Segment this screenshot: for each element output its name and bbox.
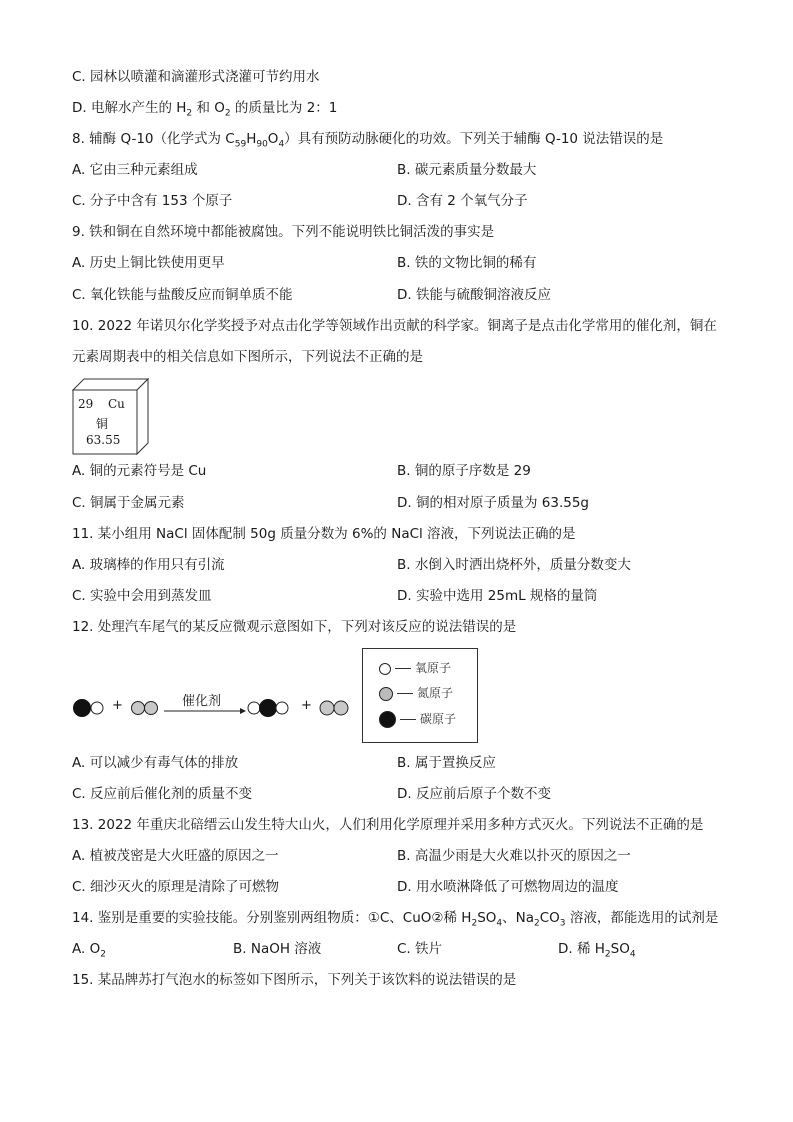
q8-option-b: B. 碳元素质量分数最大 <box>397 162 537 178</box>
q10-stem-line1: 10. 2022 年诺贝尔化学奖授予对点击化学等领域作出贡献的科学家。铜离子是点击化学常用的催化剂，铜在 <box>72 318 717 334</box>
q9-option-d: D. 铁能与硫酸铜溶液反应 <box>397 287 551 303</box>
q14-option-c: C. 铁片 <box>397 941 443 957</box>
q10-option-c: C. 铜属于金属元素 <box>72 495 185 511</box>
element-symbol: Cu <box>108 397 125 411</box>
nitrogen-atom <box>145 702 158 715</box>
q14-option-b: B. NaOH 溶液 <box>233 941 322 957</box>
oxygen-atom <box>248 702 260 714</box>
legend-nitrogen: 氮原子 <box>379 684 453 701</box>
carbon-atom <box>260 700 277 717</box>
q13-option-c: C. 细沙灭火的原理是清除了可燃物 <box>72 879 280 895</box>
q11-option-b: B. 水倒入时洒出烧杯外，质量分数变大 <box>397 557 631 573</box>
nitrogen-atom <box>132 702 145 715</box>
q13-option-a: A. 植被茂密是大火旺盛的原因之一 <box>72 848 279 864</box>
catalyst-label: 催化剂 <box>182 694 222 709</box>
q9-option-b: B. 铁的文物比铜的稀有 <box>397 255 537 271</box>
q7-option-d: D. 电解水产生的 $H_2$ 和 $O_2$ 的质量比为 2：1 <box>72 100 338 119</box>
q12-option-c: C. 反应前后催化剂的质量不变 <box>72 786 253 802</box>
periodic-table-cell <box>72 378 150 456</box>
q10-option-d: D. 铜的相对原子质量为 63.55g <box>397 495 589 511</box>
arrow-head <box>240 708 246 714</box>
carbon-atom-icon <box>379 711 396 728</box>
q9-stem: 9. 铁和铜在自然环境中都能被腐蚀。下列不能说明铁比铜活泼的事实是 <box>72 224 495 240</box>
q12-option-d: D. 反应前后原子个数不变 <box>397 786 551 802</box>
q10-option-b: B. 铜的原子序数是 29 <box>397 463 531 479</box>
atomic-number: 29 <box>78 397 94 411</box>
q8-option-d: D. 含有 2 个氧气分子 <box>397 193 528 209</box>
q8-option-a: A. 它由三种元素组成 <box>72 162 198 178</box>
q8-stem: 8. 辅酶 Q-10（化学式为 $C_{59}H_{90}O_4$）具有预防动脉硬化的功效。下列关于辅酶 Q-10 说法错误的是 <box>72 131 664 150</box>
reaction-diagram <box>72 688 362 728</box>
q12-option-a: A. 可以减少有毒气体的排放 <box>72 755 239 771</box>
q11-stem: 11. 某小组用 NaCl 固体配制 50g 质量分数为 6%的 NaCl 溶液，下列说法正确的是 <box>72 526 576 542</box>
atomic-mass: 63.55 <box>86 433 121 447</box>
q14-stem: 14. 鉴别是重要的实验技能。分别鉴别两组物质：①C、CuO②稀 $H_2SO_4$、$Na_2CO_3$ 溶液，都能选用的试剂是 <box>72 910 719 929</box>
oxygen-atom <box>91 702 103 714</box>
q13-stem: 13. 2022 年重庆北碚缙云山发生特大山火，人们利用化学原理并采用多种方式灭火。下列说法不正确的是 <box>72 817 704 833</box>
q13-option-d: D. 用水喷淋降低了可燃物周边的温度 <box>397 879 619 895</box>
legend-carbon: 碳原子 <box>379 710 456 728</box>
q11-option-c: C. 实验中会用到蒸发皿 <box>72 588 212 604</box>
q12-option-b: B. 属于置换反应 <box>397 755 496 771</box>
q12-stem: 12. 处理汽车尾气的某反应微观示意图如下，下列对该反应的说法错误的是 <box>72 619 517 635</box>
nitrogen-atom <box>334 701 348 715</box>
element-name: 铜 <box>96 417 109 431</box>
atom-legend <box>362 648 478 743</box>
q11-option-a: A. 玻璃棒的作用只有引流 <box>72 557 225 573</box>
q14-option-d: D. 稀 $H_2SO_4$ <box>558 941 636 960</box>
oxygen-atom <box>276 702 288 714</box>
carbon-atom <box>74 700 91 717</box>
nitrogen-atom <box>320 701 334 715</box>
q9-option-c: C. 氧化铁能与盐酸反应而铜单质不能 <box>72 287 293 303</box>
q10-stem-line2: 元素周期表中的相关信息如下图所示，下列说法不正确的是 <box>72 349 423 365</box>
q10-option-a: A. 铜的元素符号是 Cu <box>72 463 207 479</box>
nitrogen-atom-icon <box>379 687 393 701</box>
q9-option-a: A. 历史上铜比铁使用更早 <box>72 255 225 271</box>
plus-sign: + <box>301 698 312 713</box>
q11-option-d: D. 实验中选用 25mL 规格的量筒 <box>397 588 598 604</box>
q8-option-c: C. 分子中含有 153 个原子 <box>72 193 233 209</box>
legend-oxygen: 氧原子 <box>379 659 451 676</box>
q13-option-b: B. 高温少雨是大火难以扑灭的原因之一 <box>397 848 631 864</box>
q15-stem: 15. 某品牌苏打气泡水的标签如下图所示，下列关于该饮料的说法错误的是 <box>72 972 517 988</box>
oxygen-atom-icon <box>379 663 391 675</box>
q14-option-a: A. $O_2$ <box>72 941 106 960</box>
q7-option-c: C. 园林以喷灌和滴灌形式浇灌可节约用水 <box>72 69 320 85</box>
plus-sign: + <box>112 698 123 713</box>
